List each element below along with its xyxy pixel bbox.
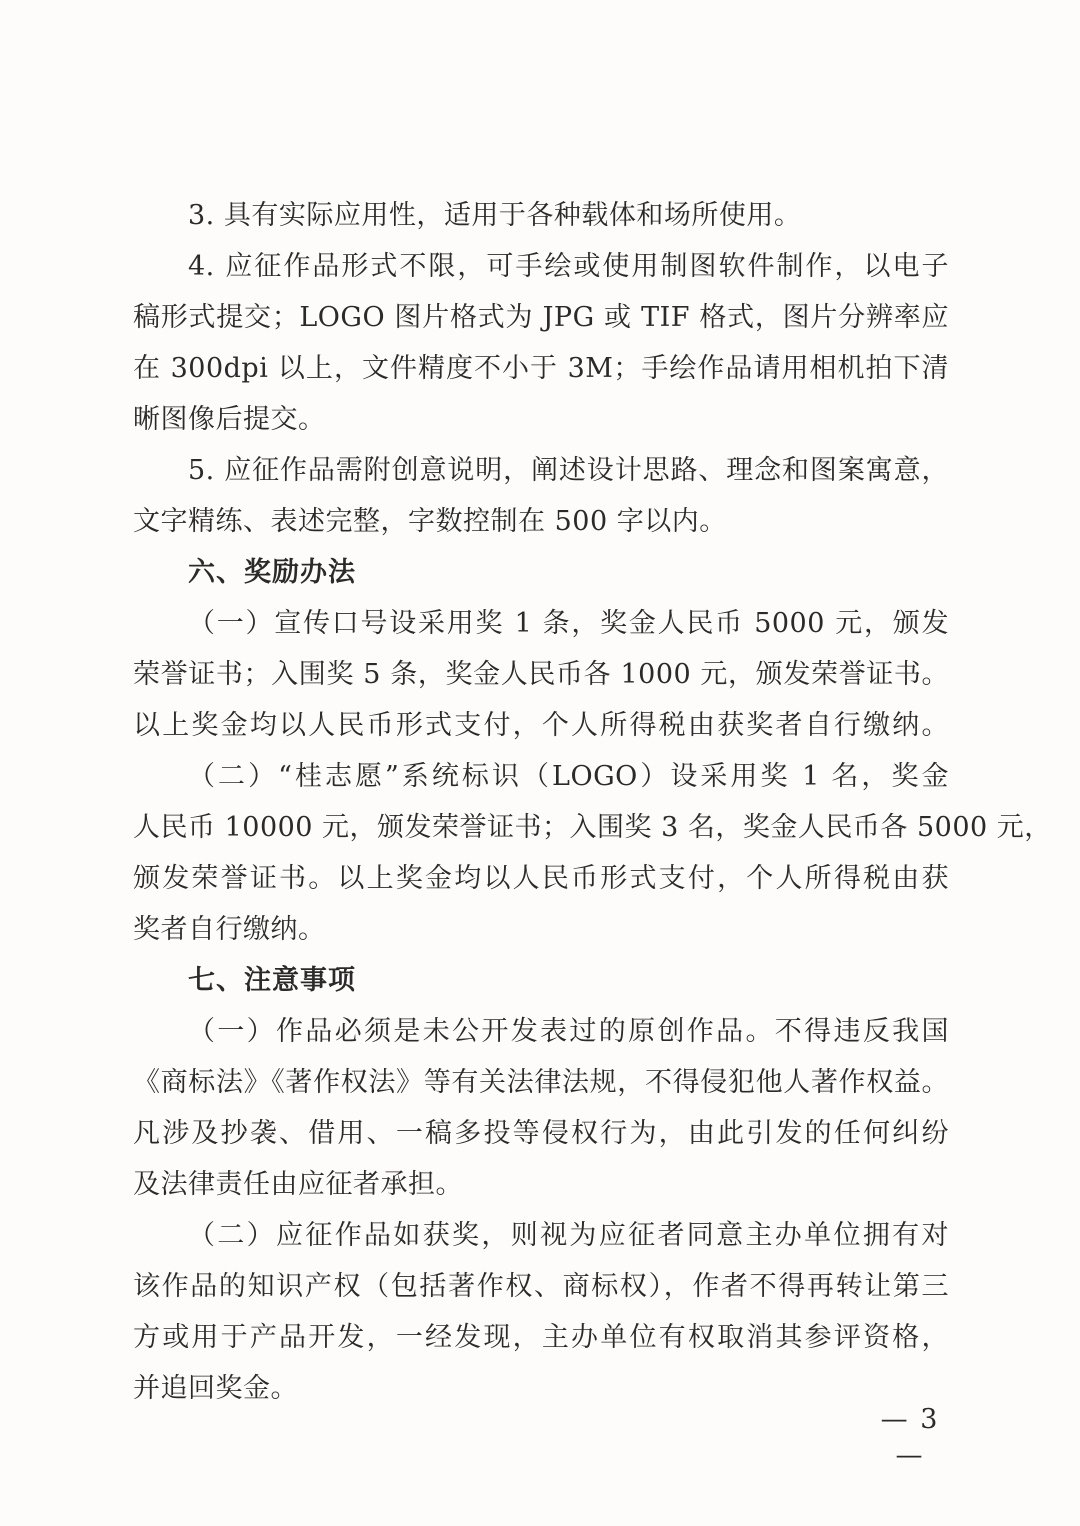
text-line-reward1-start: （一）宣传口号设采用奖 1 条，奖金人民币 5000 元，颁发	[188, 608, 949, 639]
section-heading-notes: 七、注意事项	[188, 965, 356, 996]
text-line-note1-cont2: 凡涉及抄袭、借用、一稿多投等侵权行为，由此引发的任何纠纷	[133, 1118, 949, 1149]
text-line-item4-cont2: 在 300dpi 以上，文件精度不小于 3M；手绘作品请用相机拍下清	[133, 353, 949, 384]
text-line-note2-start: （二）应征作品如获奖，则视为应征者同意主办单位拥有对	[188, 1220, 949, 1251]
text-line-item4-end: 晰图像后提交。	[133, 404, 326, 435]
section-heading-rewards: 六、奖励办法	[188, 557, 356, 588]
text-line-reward2-start: （二）“桂志愿”系统标识（LOGO）设采用奖 1 名，奖金	[188, 761, 949, 792]
text-line-reward1-cont: 荣誉证书；入围奖 5 条，奖金人民币各 1000 元，颁发荣誉证书。	[133, 659, 949, 690]
text-line-item5-start: 5. 应征作品需附创意说明，阐述设计思路、理念和图案寓意，	[188, 455, 949, 486]
text-line-note2-cont1: 该作品的知识产权（包括著作权、商标权），作者不得再转让第三	[133, 1271, 949, 1302]
text-line-note2-cont2: 方或用于产品开发，一经发现，主办单位有权取消其参评资格，	[133, 1322, 949, 1353]
text-line-item5-end: 文字精练、表述完整，字数控制在 500 字以内。	[133, 506, 727, 537]
text-line-item3: 3. 具有实际应用性，适用于各种载体和场所使用。	[188, 200, 802, 231]
text-line-reward2-cont1: 人民币 10000 元，颁发荣誉证书；入围奖 3 名，奖金人民币各 5000 元，	[133, 812, 1052, 843]
text-line-reward2-end: 奖者自行缴纳。	[133, 914, 326, 945]
text-line-note2-end: 并追回奖金。	[133, 1373, 298, 1404]
text-line-note1-end: 及法律责任由应征者承担。	[133, 1169, 463, 1200]
text-line-note1-cont1: 《商标法》《著作权法》等有关法律法规，不得侵犯他人著作权益。	[133, 1067, 949, 1098]
text-line-reward1-end: 以上奖金均以人民币形式支付，个人所得税由获奖者自行缴纳。	[133, 710, 949, 741]
text-line-reward2-cont2: 颁发荣誉证书。以上奖金均以人民币形式支付，个人所得税由获	[133, 863, 949, 894]
page-number: — 3 —	[880, 1404, 940, 1471]
text-line-item4-start: 4. 应征作品形式不限，可手绘或使用制图软件制作，以电子	[188, 251, 949, 282]
text-line-note1-start: （一）作品必须是未公开发表过的原创作品。不得违反我国	[188, 1016, 949, 1047]
text-line-item4-cont1: 稿形式提交；LOGO 图片格式为 JPG 或 TIF 格式，图片分辨率应	[133, 302, 949, 333]
